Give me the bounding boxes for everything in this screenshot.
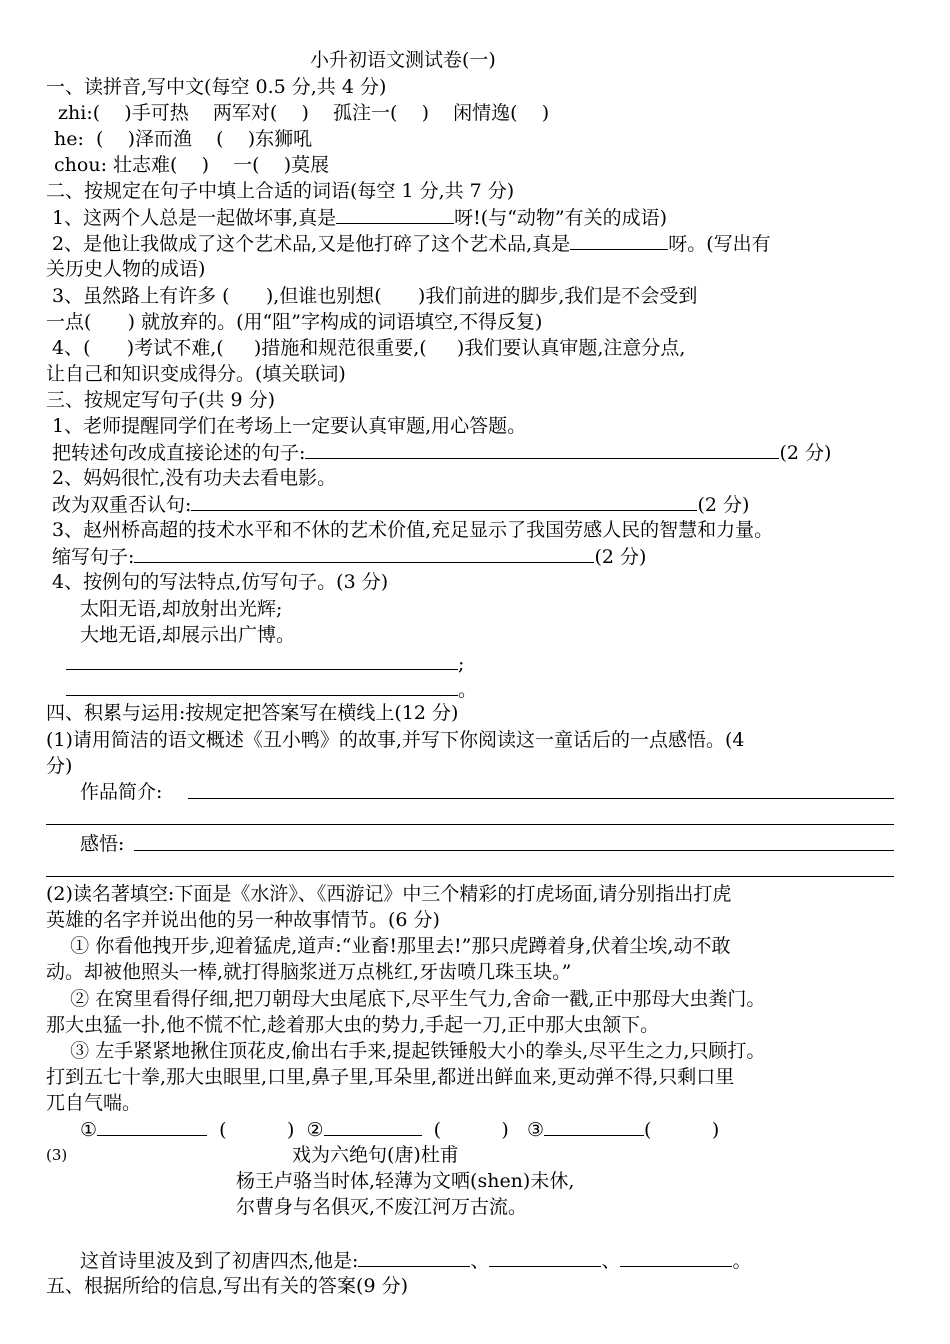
q2-1-text: 1、这两个人总是一起做坏事,真是: [46, 207, 337, 229]
poet-question-text: 这首诗里波及到了初唐四杰,他是:: [80, 1250, 359, 1272]
answer-1-story-paren[interactable]: ( ): [219, 1119, 295, 1141]
section-3-heading: 三、按规定写句子(共 9 分): [46, 389, 275, 411]
question-3-1: 1、老师提醒同学们在考场上一定要认真审题,用心答题。: [46, 415, 527, 437]
imitation-end-1: ;: [458, 653, 465, 675]
poet-blank-2[interactable]: [489, 1248, 601, 1267]
section-1-heading: 一、读拼音,写中文(每空 0.5 分,共 4 分): [46, 76, 387, 98]
imitation-answer-line-2[interactable]: [66, 677, 458, 696]
work-summary-line-1[interactable]: [188, 798, 894, 799]
poem-line-1: 杨王卢骆当时体,轻薄为文哂(shen)未休,: [236, 1170, 575, 1192]
passage-3-line-1: ③ 左手紧紧地揪住顶花皮,偷出右手来,提起铁锤般大小的拳头,尽平生之力,只顾打。: [46, 1040, 766, 1062]
question-2-1: [46, 205, 667, 230]
work-summary-line-2[interactable]: [46, 824, 894, 825]
question-3-4: 4、按例句的写法特点,仿写句子。(3 分): [46, 571, 389, 593]
q3-2-answer-line[interactable]: [191, 492, 697, 511]
poet-question: [80, 1248, 752, 1273]
q3-3-score: (2 分): [594, 546, 647, 568]
answer-3-hero-blank[interactable]: [544, 1117, 644, 1136]
poet-blank-3[interactable]: [620, 1248, 732, 1267]
q3-2-score: (2 分): [697, 494, 750, 516]
example-sentence-2: 大地无语,却展示出广博。: [80, 624, 296, 646]
pinyin-zhi-line: zhi:( )手可热 两军对( ) 孤注一( ) 闲情逸( ): [58, 102, 550, 124]
answer-2-story-paren[interactable]: ( ): [433, 1119, 509, 1141]
imitation-line-2: [66, 677, 477, 702]
q2-3-continued: 一点( ) 就放弃的。(用“阻”字构成的词语填空,不得反复): [46, 311, 543, 333]
q2-2-text: 2、是他让我做成了这个艺术品,又是他打碎了这个艺术品,真是: [46, 233, 571, 255]
passage-2-line-1: ② 在窝里看得仔细,把刀朝母大虫尾底下,尽平生气力,舍命一戳,正中那母大虫粪门。: [46, 988, 766, 1010]
section-5-heading: 五、根据所给的信息,写出有关的答案(9 分): [46, 1275, 408, 1297]
q2-1-hint: 呀!(与“动物”有关的成语): [454, 207, 668, 229]
q2-2-blank[interactable]: [570, 231, 668, 250]
passage-3-line-2: 打到五七十拳,那大虫眼里,口里,鼻子里,耳朵里,都迸出鲜血来,更动弹不得,只剩口里: [46, 1066, 735, 1088]
question-4-1: (1)请用简洁的语文概述《丑小鸭》的故事,并写下你阅读这一童话后的一点感悟。(4: [46, 729, 745, 751]
question-2-2: [46, 231, 771, 256]
q3-2-instruction: 改为双重否认句:: [46, 494, 192, 516]
q4-2-continued: 英雄的名字并说出他的另一种故事情节。(6 分): [46, 909, 440, 931]
reflection-label: 感悟:: [80, 833, 125, 855]
example-sentence-1: 太阳无语,却放射出光辉;: [80, 598, 283, 620]
q3-3-prompt: [46, 544, 646, 569]
q4-1-continued: 分): [46, 755, 73, 777]
q2-2-hint: 呀。(写出有: [668, 233, 771, 255]
answer-1-hero-blank[interactable]: [97, 1117, 207, 1136]
question-3-2: 2、妈妈很忙,没有功夫去看电影。: [46, 467, 337, 489]
answer-3-story-paren[interactable]: ( ): [644, 1119, 720, 1141]
tiger-answers-row: [80, 1117, 719, 1142]
q3-1-instruction: 把转述句改成直接论述的句子:: [46, 442, 306, 464]
q2-4-continued: 让自己和知识变成得分。(填关联词): [46, 363, 346, 385]
work-summary-label: 作品简介:: [80, 781, 163, 803]
passage-3-line-3: 兀自气喘。: [46, 1092, 142, 1114]
reflection-line-2[interactable]: [46, 876, 894, 877]
pinyin-chou-line: chou: 壮志难( ) 一( )莫展: [48, 154, 330, 176]
question-3-3: 3、赵州桥高超的技术水平和不休的艺术价值,充足显示了我国劳感人民的智慧和力量。: [46, 519, 774, 541]
section-4-heading: 四、积累与运用:按规定把答案写在横线上(12 分): [46, 702, 459, 724]
answer-3-marker: ③: [526, 1119, 545, 1141]
poet-blank-1[interactable]: [358, 1248, 470, 1267]
q2-2-continued: 关历史人物的成语): [46, 258, 206, 280]
q3-3-answer-line[interactable]: [134, 544, 594, 563]
exam-title: 小升初语文测试卷(一): [310, 49, 496, 71]
section-2-heading: 二、按规定在句子中填上合适的词语(每空 1 分,共 7 分): [46, 180, 515, 202]
poem-line-2: 尔曹身与名俱灭,不废江河万古流。: [236, 1196, 528, 1218]
imitation-end-2: 。: [458, 679, 478, 701]
question-2-3: 3、虽然路上有许多 ( ),但谁也别想( )我们前进的脚步,我们是不会受到: [46, 285, 698, 307]
q2-1-blank[interactable]: [336, 205, 454, 224]
poet-period: 。: [732, 1250, 752, 1272]
q3-1-prompt: [46, 440, 831, 465]
answer-1-marker: ①: [80, 1119, 98, 1141]
poet-separator-2: 、: [601, 1250, 621, 1272]
poet-separator-1: 、: [470, 1250, 490, 1272]
q3-2-prompt: [46, 492, 749, 517]
question-4-2: (2)读名著填空:下面是《水浒》、《西游记》中三个精彩的打虎场面,请分别指出打虎: [46, 883, 732, 905]
reflection-line-1[interactable]: [134, 850, 894, 851]
passage-1-line-1: ① 你看他拽开步,迎着猛虎,道声:“业畜!那里去!”那只虎蹲着身,伏着尘埃,动不敢: [46, 935, 731, 957]
q3-3-instruction: 缩写句子:: [46, 546, 135, 568]
imitation-line-1: [66, 651, 464, 676]
question-4-3-label: (3): [46, 1146, 68, 1164]
pinyin-he-line: he: ( )泽而渔 ( )东狮吼: [48, 128, 313, 150]
poem-title: 戏为六绝句(唐)杜甫: [292, 1144, 459, 1166]
q3-1-answer-line[interactable]: [305, 440, 779, 459]
question-2-4: 4、( )考试不难,( )措施和规范很重要,( )我们要认真审题,注意分点,: [46, 337, 686, 359]
answer-2-hero-blank[interactable]: [324, 1117, 422, 1136]
passage-1-line-2: 动。却被他照头一棒,就打得脑浆迸万点桃红,牙齿喷几珠玉块。”: [46, 961, 572, 983]
imitation-answer-line-1[interactable]: [66, 651, 458, 670]
answer-2-marker: ②: [306, 1119, 324, 1141]
q3-1-score: (2 分): [779, 442, 832, 464]
passage-2-line-2: 那大虫猛一扑,他不慌不忙,趁着那大虫的势力,手起一刀,正中那大虫颔下。: [46, 1014, 660, 1036]
